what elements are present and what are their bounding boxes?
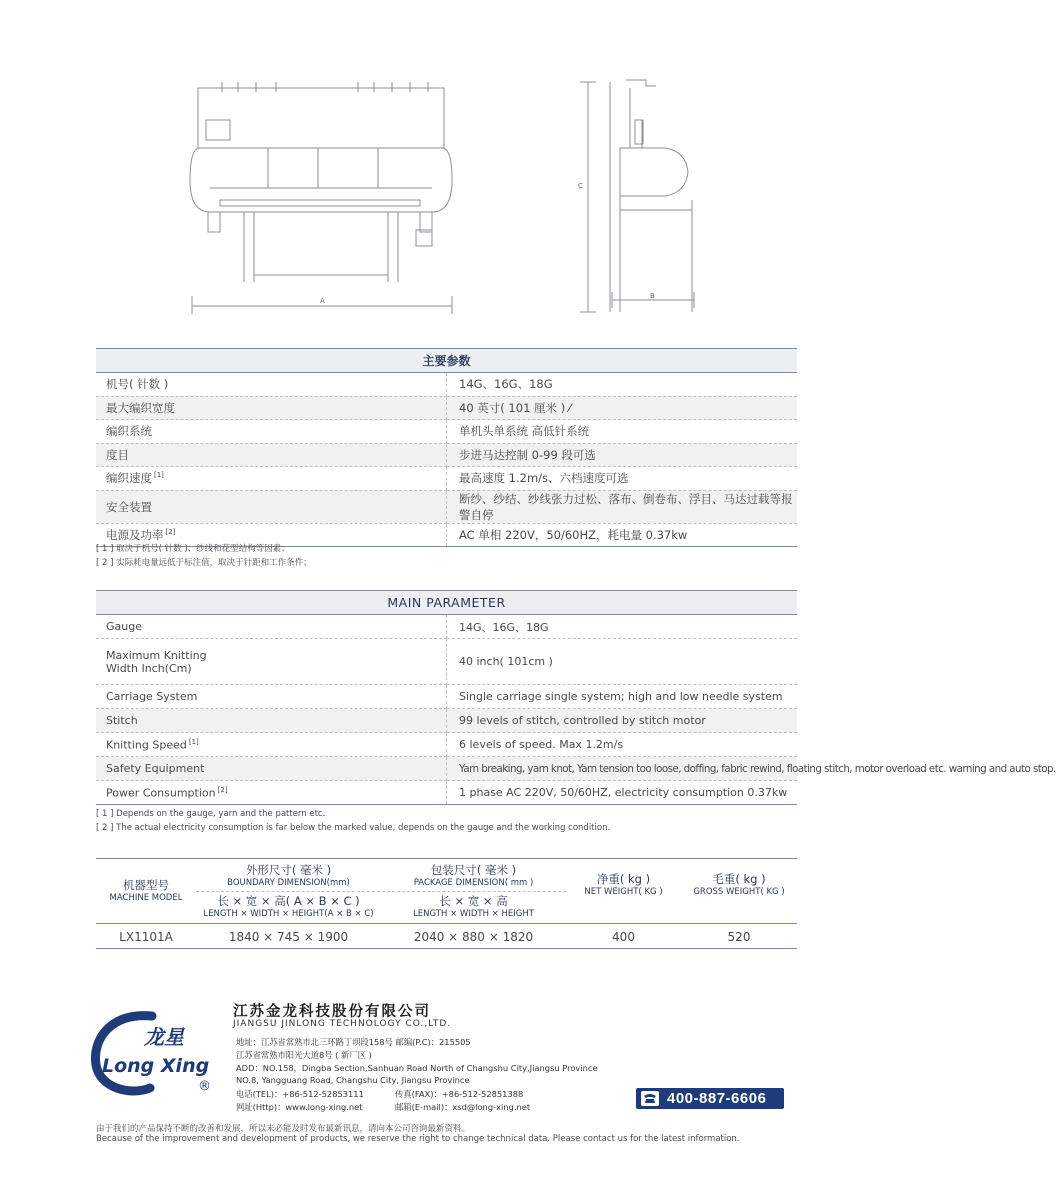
- table-title: 主要参数: [96, 349, 797, 373]
- table-row: [96, 781, 797, 805]
- model-cell: LX1101A: [119, 930, 173, 944]
- label-b: B: [650, 292, 655, 300]
- param-label: [96, 396, 447, 420]
- net-weight-header-en: NET WEIGHT( KG ): [584, 887, 663, 897]
- model-header: [96, 879, 196, 905]
- table-row: [96, 420, 797, 444]
- gross-weight-header: [681, 873, 797, 899]
- param-value: 14G、16G、18G: [447, 615, 798, 639]
- table-row: [96, 924, 797, 949]
- main-parameters-cn-table: [96, 348, 797, 547]
- header-divider: [196, 891, 566, 892]
- footnote-ref: [1]: [154, 471, 164, 480]
- footnote-ref: [1]: [188, 737, 199, 746]
- disclaimer-en: Because of the improvement and development of products, we reserve the right to change technical data. Please contact us for the latest information.: [96, 1134, 740, 1144]
- dimensions-table: [96, 858, 797, 949]
- table-row: [96, 709, 797, 733]
- boundary-header: [196, 864, 381, 890]
- param-value: 99 levels of stitch, controlled by stitch motor: [447, 709, 798, 733]
- address-line: NO.8, Yangguang Road, Changshu City, Jiangsu Province: [236, 1075, 470, 1085]
- model-header-en: MACHINE MODEL: [109, 893, 183, 903]
- boundary-cell: 1840 × 745 × 1900: [228, 930, 349, 944]
- footnote-ref: [2]: [165, 527, 176, 536]
- gross-weight-cell: 520: [727, 930, 751, 944]
- package-header-en: PACKAGE DIMENSION( mm ): [413, 878, 534, 888]
- param-label-text: Width Inch(Cm): [106, 661, 192, 675]
- table-row: [96, 733, 797, 757]
- machine-body: [190, 148, 452, 212]
- boundary-subheader: [196, 895, 381, 921]
- param-label: [96, 639, 447, 685]
- tel: 电话(TEL)：+86-512-52853111: [236, 1089, 364, 1099]
- package-header-cn: 包装尺寸( 毫米 ): [430, 863, 517, 877]
- param-label: [96, 781, 447, 805]
- param-label: [96, 467, 447, 491]
- phone-icon: [641, 1091, 659, 1106]
- company-name-cn: 江苏金龙科技股份有限公司: [233, 1004, 431, 1020]
- param-label-text: 度目: [106, 447, 129, 462]
- param-label-text: 编织速度: [106, 471, 152, 486]
- package-subheader: [381, 895, 566, 921]
- machine-drawing: [180, 70, 710, 330]
- param-value: Yarn breaking, yarn knot, Yarn tension too loose, doffing, fabric rewind, floating stitch, motor overload etc. warning and auto stop.: [447, 757, 798, 781]
- param-label: [96, 420, 447, 444]
- param-value: 最高速度 1.2m/s、六档速度可选: [447, 467, 798, 491]
- table-row: [96, 685, 797, 709]
- param-value: 40 inch( 101cm ): [447, 639, 798, 685]
- table-title: MAIN PARAMETER: [96, 591, 797, 615]
- param-value: 6 levels of speed. Max 1.2m/s: [447, 733, 798, 757]
- param-label: [96, 709, 447, 733]
- param-label-text: Power Consumption: [106, 786, 216, 800]
- param-value: 40 英寸( 101 厘米 ) ⁄: [447, 396, 798, 420]
- table-row: [96, 373, 797, 397]
- param-label-text: 机号( 针数 ): [106, 377, 169, 392]
- boundary-header-cn: 外形尺寸( 毫米 ): [245, 863, 332, 877]
- address-line: 江苏省常熟市阳光大道8号 ( 新厂区 ): [236, 1050, 372, 1060]
- param-label: [96, 757, 447, 781]
- net-weight-header: [566, 873, 681, 899]
- yarn-guides: [222, 82, 428, 92]
- param-label-text: Knitting Speed: [106, 738, 187, 752]
- param-label: [96, 443, 447, 467]
- disclaimer-cn: 由于我们的产品保持不断的改善和发展，所以未必能及时发布最新讯息，请向本公司咨询最新资料。: [96, 1124, 471, 1134]
- table-row: [96, 490, 797, 523]
- net-weight-header-cn: 净重( kg ): [596, 872, 651, 886]
- param-label: [96, 733, 447, 757]
- package-header: [381, 864, 566, 890]
- footnote: [ 1 ] 取决于机号( 针数 )、纱线和花型结构等因素；: [96, 544, 290, 554]
- param-label-text: Maximum Knitting: [106, 648, 207, 662]
- table-row: [96, 443, 797, 467]
- package-subheader-en: LENGTH × WIDTH × HEIGHT: [413, 909, 534, 919]
- registered-mark: ®: [198, 1079, 211, 1094]
- footnote: [ 2 ] 实际耗电量远低于标注值，取决于针距和工作条件；: [96, 558, 312, 568]
- param-value: AC 单相 220V，50/60HZ，耗电量 0.37kw: [447, 523, 798, 547]
- website-link[interactable]: 网址(Http)：www.long-xing.net: [236, 1102, 363, 1112]
- param-value: 14G、16G、18G: [447, 373, 798, 397]
- param-label: [96, 685, 447, 709]
- cn-footnotes: [96, 542, 312, 570]
- boundary-header-en: BOUNDARY DIMENSION(mm): [227, 878, 350, 888]
- control-panel: [206, 120, 230, 140]
- param-label: [96, 490, 447, 523]
- address-line: 地址：江苏省常熟市北三环路丁坝段158号 邮编(P.C)：215505: [236, 1037, 471, 1047]
- param-label-text: 编织系统: [106, 424, 152, 439]
- table-row: [96, 639, 797, 685]
- address-line: ADD：NO.158，Dingba Section,Sanhuan Road North of Changshu City,Jiangsu Province: [236, 1063, 598, 1073]
- param-value: 步进马达控制 0-99 段可选: [447, 443, 798, 467]
- top-frame: [198, 88, 444, 148]
- param-label-text: 最大编织宽度: [106, 400, 175, 415]
- param-label-text: Safety Equipment: [106, 762, 205, 775]
- hotline-number: 400-887-6606: [667, 1090, 767, 1107]
- param-value: 断纱、纱结、纱线张力过松、落布、倒卷布、浮目、马达过载等报警自停: [447, 490, 798, 523]
- param-label-text: Gauge: [106, 620, 142, 633]
- package-cell: 2040 × 880 × 1820: [413, 930, 534, 944]
- boundary-subheader-en: LENGTH × WIDTH × HEIGHT(A × B × C): [203, 909, 374, 919]
- en-footnotes: [96, 807, 610, 835]
- param-label-text: 电源及功率: [106, 527, 164, 542]
- param-value: Single carriage single system; high and low needle system: [447, 685, 798, 709]
- company-name-en: JIANGSU JINLONG TECHNOLOGY CO.,LTD.: [233, 1019, 452, 1029]
- param-value: 1 phase AC 220V, 50/60HZ, electricity consumption 0.37kw: [447, 781, 798, 805]
- param-label-text: 安全装置: [106, 499, 152, 514]
- footnote-ref: [2]: [217, 785, 228, 794]
- footnote: [ 2 ] The actual electricity consumption is far below the marked value, depends on the gauge and the working condition.: [96, 823, 611, 833]
- gross-weight-header-cn: 毛重( kg ): [712, 872, 766, 886]
- table-row: [96, 757, 797, 781]
- footnote: [ 1 ] Depends on the gauge, yarn and the pattern etc.: [96, 809, 326, 819]
- label-a: A: [320, 297, 325, 305]
- label-c: C: [578, 182, 583, 190]
- package-subheader-cn: 长 × 宽 × 高: [439, 894, 508, 908]
- logo-en-text: Long Xing: [102, 1055, 210, 1077]
- email-link[interactable]: 邮箱(E-mail)：xsd@long-xing.net: [395, 1102, 531, 1112]
- param-label: [96, 373, 447, 397]
- fax: 传真(FAX)：+86-512-52851388: [395, 1089, 524, 1099]
- param-value: 单机头单系统 高低针系统: [447, 420, 798, 444]
- param-label-text: Stitch: [106, 714, 138, 727]
- model-header-cn: 机器型号: [123, 878, 169, 892]
- param-label: [96, 615, 447, 639]
- table-row: [96, 467, 797, 491]
- main-parameters-en-table: [96, 590, 1056, 805]
- side-body: [620, 148, 688, 196]
- table-row: [96, 396, 797, 420]
- param-label-text: Carriage System: [106, 690, 198, 703]
- hotline-badge: [636, 1088, 784, 1109]
- dimensions-header: [96, 859, 797, 924]
- logo-cn-text: 龙星: [144, 1025, 184, 1049]
- gross-weight-header-en: GROSS WEIGHT( KG ): [693, 887, 785, 897]
- company-logo: [90, 1010, 215, 1095]
- boundary-subheader-cn: 长 × 宽 × 高( A × B × C ): [217, 894, 360, 908]
- table-row: [96, 615, 797, 639]
- net-weight-cell: 400: [612, 930, 635, 944]
